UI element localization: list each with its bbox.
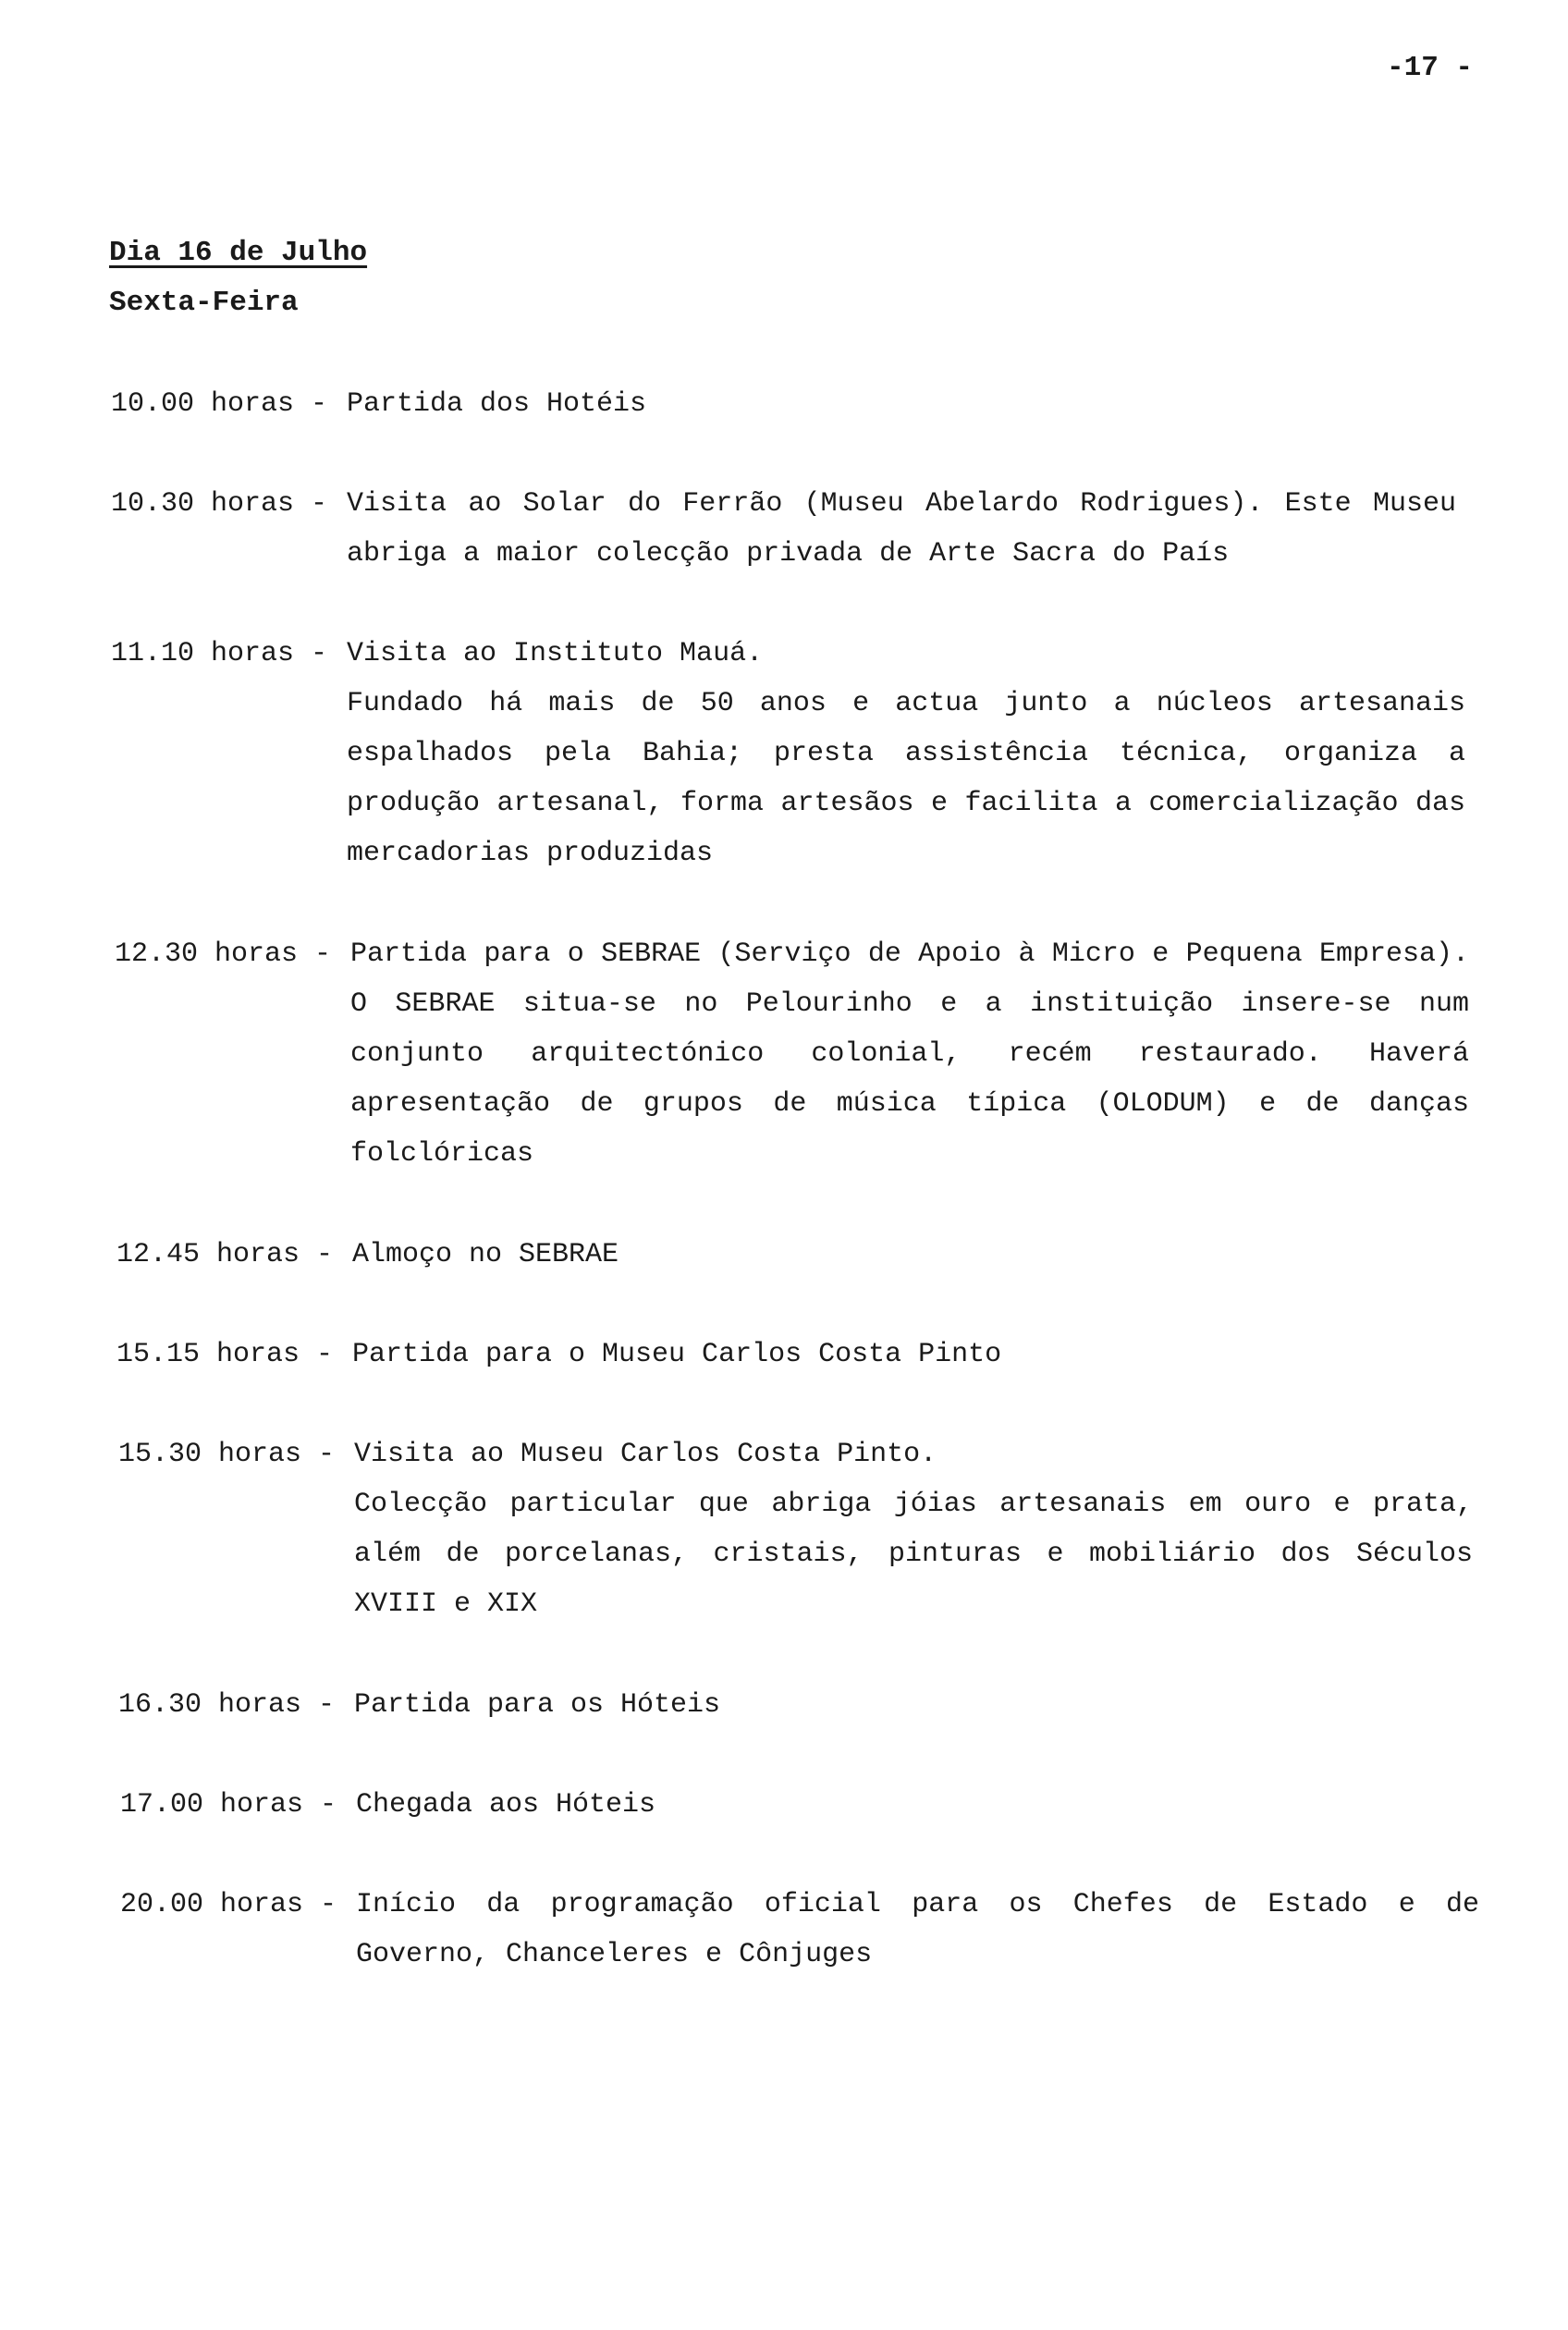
entry-description <box>352 1230 1480 1280</box>
entry-paragraph: Colecção particular que abriga jóias artesanais em ouro e prata, além de porcelanas, cristais, pinturas e mobiliário dos Séculos XVIII e XIX <box>354 1489 1473 1620</box>
entry-paragraph: Partida dos Hotéis <box>347 388 647 420</box>
entry-paragraph: Partida para o SEBRAE (Serviço de Apoio à Micro e Pequena Empresa). O SEBRAE situa-se no Pelourinho e a instituição insere-se num conjunto arquitectónico colonial, recém restaurado. Haverá apresentação de grupos de música típica (OLODUM) e de danças folclóricas <box>350 938 1469 1170</box>
entry-description <box>354 1429 1473 1629</box>
entry-time: 20.00 horas - <box>120 1889 337 1920</box>
entry-paragraph: Visita ao Instituto Mauá. <box>347 638 764 669</box>
day-weekday-heading: Sexta-Feira <box>109 287 299 319</box>
entry-time: 16.30 horas - <box>118 1689 336 1721</box>
entry-time: 15.30 horas - <box>118 1439 336 1470</box>
entry-time: 17.00 horas - <box>120 1789 337 1821</box>
entry-time: 10.30 horas - <box>111 488 328 520</box>
entry-paragraph: Chegada aos Hóteis <box>356 1789 656 1821</box>
page-number: -17 - <box>1387 52 1474 84</box>
entry-time: 15.15 horas - <box>116 1339 334 1370</box>
entry-paragraph: Início da programação oficial para os Chefes de Estado e de Governo, Chanceleres e Cônjuges <box>356 1889 1479 1970</box>
entry-paragraph: Visita ao Solar do Ferrão (Museu Abelardo Rodrigues). Este Museu abriga a maior colecção privada de Arte Sacra do País <box>347 488 1456 570</box>
entry-time: 12.30 horas - <box>115 938 332 970</box>
entry-description <box>352 1330 1480 1380</box>
entry-paragraph: Visita ao Museu Carlos Costa Pinto. <box>354 1439 937 1470</box>
entry-time: 10.00 horas - <box>111 388 328 420</box>
entry-description <box>350 929 1469 1179</box>
day-date-heading: Dia 16 de Julho <box>109 237 368 269</box>
entry-paragraph: Fundado há mais de 50 anos e actua junto a núcleos artesanais espalhados pela Bahia; presta assistência técnica, organiza a produção artesanal, forma artesãos e facilita a comercialização das mercadorias produzidas <box>347 688 1465 869</box>
entry-description <box>347 479 1456 579</box>
entry-time: 11.10 horas - <box>111 638 328 669</box>
entry-paragraph: Partida para os Hóteis <box>354 1689 721 1721</box>
entry-description <box>347 379 1475 429</box>
entry-time: 12.45 horas - <box>116 1239 334 1270</box>
entry-description <box>356 1880 1479 1980</box>
entry-description <box>347 629 1465 878</box>
entry-description <box>356 1780 1484 1830</box>
entry-paragraph: Almoço no SEBRAE <box>352 1239 619 1270</box>
entry-paragraph: Partida para o Museu Carlos Costa Pinto <box>352 1339 1002 1370</box>
entry-description <box>354 1680 1482 1730</box>
